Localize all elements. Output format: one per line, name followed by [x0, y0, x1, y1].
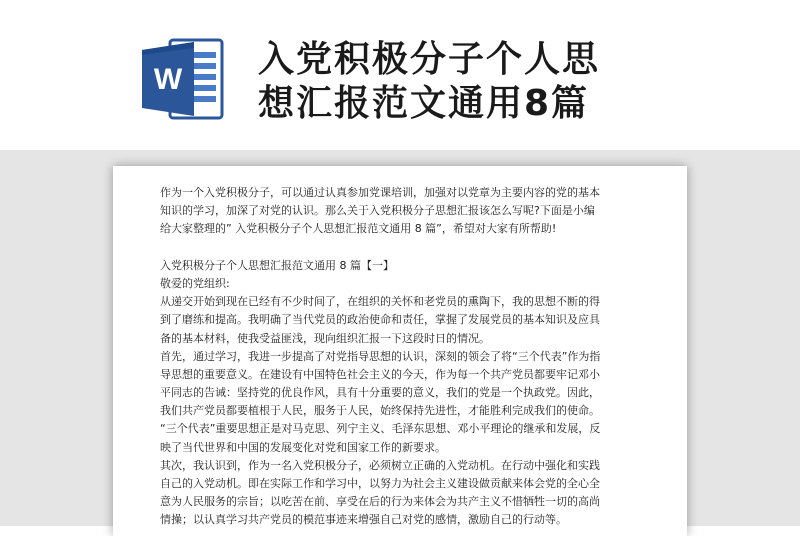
header — [0, 0, 800, 150]
body-line: 自己的入党动机。即在实际工作和学习中，以努力为社会主义建设做贡献来体会党的全心全 — [160, 477, 600, 490]
body-line: 其次，我认识到，作为一名入党积极分子，必须树立正确的入党动机。在行动中强化和实践 — [160, 458, 600, 472]
body-line: 意为人民服务的宗旨；以吃苦在前、享受在后的行为来体会为共产主义不惜牺牲一切的高尚 — [160, 495, 600, 509]
word-icon-letter: W — [153, 63, 183, 96]
intro-line: 作为一个入党积极分子，可以通过认真参加党课培训，加强对以党章为主要内容的党的基本 — [160, 186, 600, 199]
title-line-1: 入党积极分子个人思 — [258, 39, 601, 80]
salutation: 敬爱的党组织: — [160, 276, 230, 290]
body-line: 首先，通过学习，我进一步提高了对党指导思想的认识，深刻的领会了将“三个代表”作为指 — [160, 349, 601, 363]
body-line: 映了当代世界和中国的发展变化对党和国家工作的新要求。 — [160, 440, 446, 454]
document-page — [113, 166, 687, 536]
body-line: 我们共产党员都要植根于人民，服务于人民，始终保持先进性，才能胜利完成我们的使命。 — [160, 404, 600, 418]
document-text — [160, 184, 652, 530]
body-line: 导思想的重要意义。在建设有中国特色社会主义的今天，作为每一个共产党员都要牢记邓小 — [160, 367, 600, 381]
intro-line: 给大家整理的” 入党积极分子个人思想汇报范文通用 8 篇”，希望对大家有所帮助! — [160, 222, 557, 236]
page-title — [258, 38, 778, 126]
title-line-2: 想汇报范文通用8篇 — [258, 83, 590, 124]
body-line: 到了磨练和提高。我明确了当代党员的政治使命和责任，掌握了发展党员的基本知识及应具 — [160, 313, 600, 327]
section-heading: 入党积极分子个人思想汇报范文通用 8 篇【一】 — [160, 258, 394, 272]
intro-line: 知识的学习，加深了对党的认识。那么关于入党积极分子思想汇报该怎么写呢?下面是小编 — [160, 204, 595, 218]
body-line: 备的基本材料，使我受益匪浅，现向组织汇报一下这段时日的情况。 — [160, 331, 490, 345]
body-line: 情操；以认真学习共产党员的模范事迹来增强自己对党的感情，激励自己的行动等。 — [160, 513, 567, 527]
paragraph-gap — [160, 239, 652, 257]
body-line: “三个代表”重要思想正是对马克思、列宁主义、毛泽东思想、邓小平理论的继承和发展，反 — [160, 422, 601, 436]
word-icon — [140, 36, 226, 122]
body-line: 平同志的告诫：坚持党的优良作风，具有十分重要的意义，我们的党是一个执政党。因此， — [160, 386, 600, 400]
body-line: 从递交开始到现在已经有不少时间了，在组织的关怀和老党员的熏陶下，我的思想不断的得 — [160, 295, 600, 309]
